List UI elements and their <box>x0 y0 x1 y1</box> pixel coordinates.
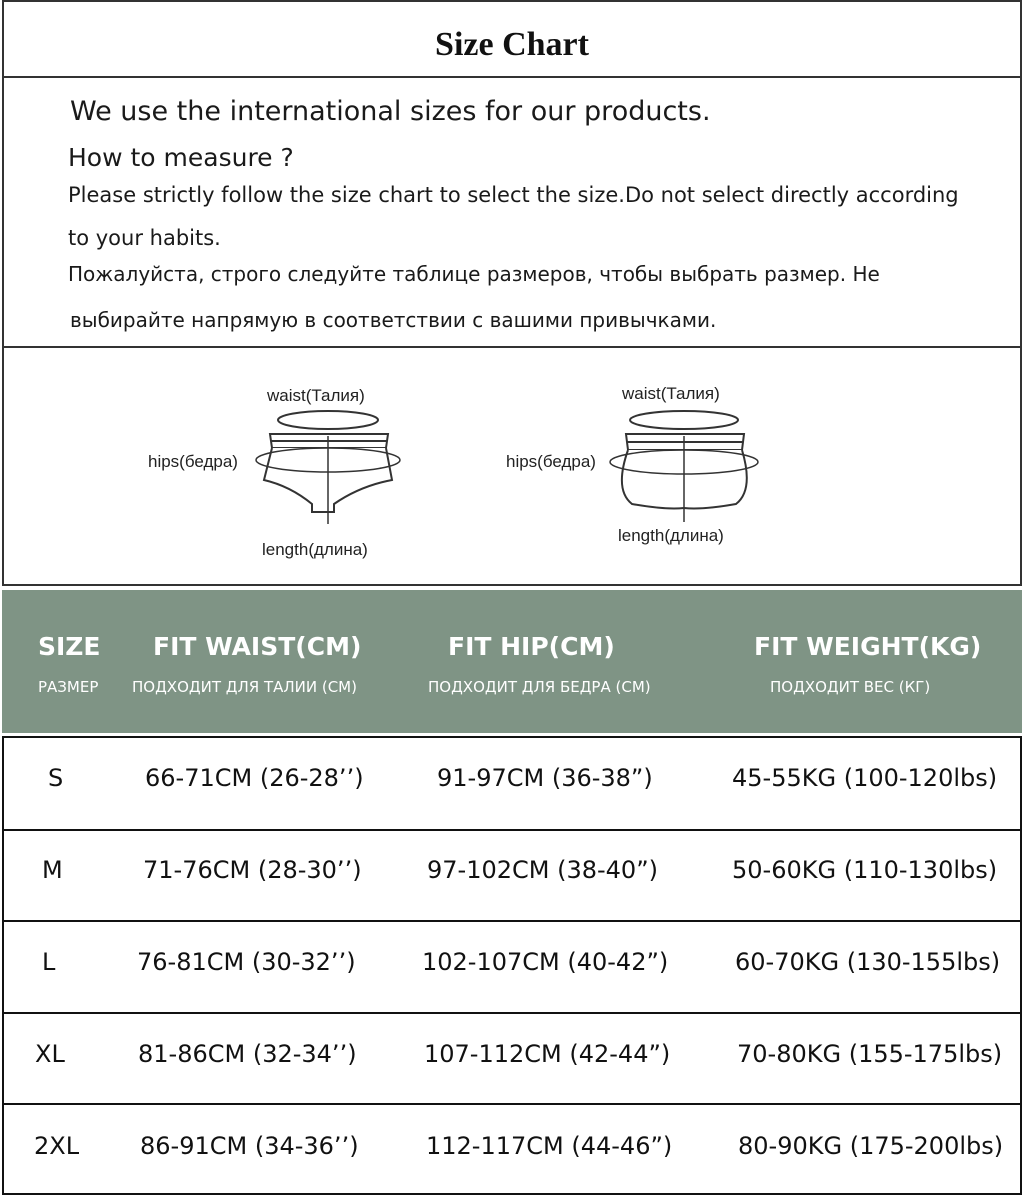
row-s-size: S <box>48 764 64 792</box>
header-hip: FIT HIP(CM) <box>448 632 615 661</box>
header-hip-sub: ПОДХОДИТ ДЛЯ БЕДРА (СМ) <box>428 678 651 696</box>
row-l-size: L <box>42 948 56 976</box>
intro-line-4: to your habits. <box>68 226 221 250</box>
row-2xl-hip: 112-117CM (44-46”) <box>426 1132 673 1160</box>
intro-line-3: Please strictly follow the size chart to select the size.Do not select directly according <box>68 183 959 207</box>
header-weight-sub: ПОДХОДИТ ВЕС (КГ) <box>770 678 931 696</box>
row-xl-waist: 81-86CM (32-34’’) <box>138 1040 357 1068</box>
row-s-waist: 66-71CM (26-28’’) <box>145 764 364 792</box>
boxer-diagram-icon <box>606 398 766 528</box>
row-2xl-size: 2XL <box>34 1132 80 1160</box>
intro-line-6: выбирайте напрямую в соответствии с вашими привычками. <box>70 308 717 332</box>
row-divider <box>2 1103 1022 1105</box>
brief-length-label: length(длина) <box>262 540 368 559</box>
page-title: Size Chart <box>435 26 589 63</box>
boxer-length-label: length(длина) <box>618 526 724 545</box>
row-2xl-weight: 80-90KG (175-200lbs) <box>738 1132 1004 1160</box>
brief-diagram-icon <box>250 400 410 530</box>
row-2xl-waist: 86-91CM (34-36’’) <box>140 1132 359 1160</box>
row-xl-weight: 70-80KG (155-175lbs) <box>737 1040 1003 1068</box>
row-m-weight: 50-60KG (110-130lbs) <box>732 856 998 884</box>
row-divider <box>2 920 1022 922</box>
row-l-waist: 76-81CM (30-32’’) <box>137 948 356 976</box>
row-divider <box>2 1012 1022 1014</box>
row-xl-size: XL <box>35 1040 65 1068</box>
row-l-weight: 60-70KG (130-155lbs) <box>735 948 1001 976</box>
row-m-waist: 71-76CM (28-30’’) <box>143 856 362 884</box>
boxer-waist-label: waist(Талия) <box>622 384 720 403</box>
header-size: SIZE <box>38 632 101 661</box>
header-waist: FIT WAIST(CM) <box>153 632 362 661</box>
intro-line-1: We use the international sizes for our products. <box>70 96 711 127</box>
row-s-weight: 45-55KG (100-120lbs) <box>732 764 998 792</box>
header-size-sub: РАЗМЕР <box>38 678 99 696</box>
row-m-hip: 97-102CM (38-40”) <box>427 856 658 884</box>
intro-line-5: Пожалуйста, строго следуйте таблице размеров, чтобы выбрать размер. Не <box>68 262 880 286</box>
row-l-hip: 102-107CM (40-42”) <box>422 948 669 976</box>
row-m-size: M <box>42 856 63 884</box>
table-header <box>2 590 1022 733</box>
brief-hips-label: hips(бедра) <box>148 452 238 471</box>
brief-waist-label: waist(Талия) <box>267 386 365 405</box>
row-xl-hip: 107-112CM (42-44”) <box>424 1040 671 1068</box>
header-waist-sub: ПОДХОДИТ ДЛЯ ТАЛИИ (СМ) <box>132 678 357 696</box>
boxer-hips-label: hips(бедра) <box>506 452 596 471</box>
row-divider <box>2 829 1022 831</box>
intro-line-2: How to measure ? <box>68 143 294 172</box>
row-s-hip: 91-97CM (36-38”) <box>437 764 653 792</box>
header-weight: FIT WEIGHT(KG) <box>754 632 982 661</box>
